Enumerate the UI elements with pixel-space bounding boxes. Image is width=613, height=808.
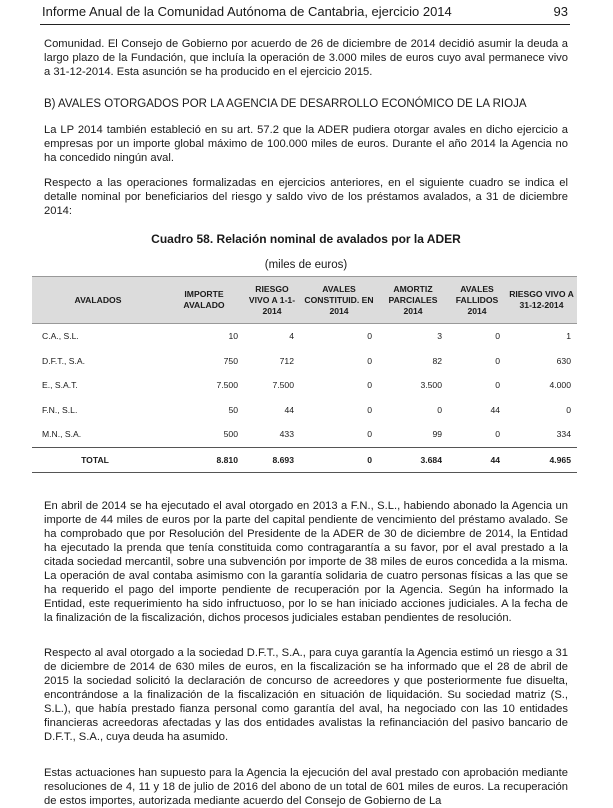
- table-cell: 44: [448, 447, 506, 472]
- table-row: [32, 398, 577, 423]
- table-cell: 433: [279, 429, 294, 440]
- table-cell: 10: [228, 331, 238, 342]
- table-cell: 8.693: [244, 447, 300, 472]
- table-cell: 3.684: [378, 447, 448, 472]
- table-unit: (miles de euros): [264, 259, 348, 271]
- paragraph-fundacion: Comunidad. El Consejo de Gobierno por acuerdo de 26 de diciembre de 2014 decidió asumir la deuda a largo plazo de la Fundación, que incluía la operación de 3.000 miles de euros cuyo aval permanece vivo a 31-12-2014. Esta asunción se ha producido en el ejercicio 2015.: [44, 38, 568, 78]
- table-cell: 0: [495, 380, 500, 391]
- paragraph-dft-sa: Respecto al aval otorgado a la sociedad D.F.T., S.A., para cuya garantía la Agencia estimó un riesgo a 31 de diciembre de 2014 de 630 miles de euros, en la fiscalización se ha informado que el 28 de abril de 2015 la sociedad solicitó la declaración de concurso de acreedores y que posteriormente fue disuelta, encontrándose a la finalización de la fiscalización en situación de liquidación. Su sociedad matriz (S., S.L.), que había prestado fianza personal como garantía del aval, ha negociado con las 10 entidades financieras acreedoras afectadas y las dos entidades avalistas la refinanciación del pasivo bancario de D.F.T., S.A., cuya deuda ha asumido.: [44, 647, 568, 743]
- table-cell: 7.500: [272, 380, 294, 391]
- table-cell: 0: [300, 447, 378, 472]
- paragraph-lp-2014: La LP 2014 también estableció en su art. 57.2 que la ADER pudiera otorgar avales en dicho ejercicio a empresas por un importe global máximo de 100.000 miles de euros. Durante el año 2014 la Agencia no ha concedido ningún aval.: [44, 124, 568, 164]
- table-cell: 3.500: [420, 380, 442, 391]
- table-total-row: [32, 447, 577, 472]
- table-cell: 712: [279, 355, 294, 366]
- table-title: Cuadro 58. Relación nominal de avalados por la ADER: [151, 232, 461, 246]
- column-header: AVALES FALLIDOS 2014: [448, 277, 506, 324]
- table-cell: 3: [437, 331, 442, 342]
- table-cell: 4.965: [506, 447, 577, 472]
- table-cell: 0: [495, 429, 500, 440]
- table-cell: 0: [437, 404, 442, 415]
- report-title: Informe Anual de la Comunidad Autónoma de Cantabria, ejercicio 2014: [42, 4, 452, 19]
- table-cell: 0: [367, 355, 372, 366]
- table-cell: 8.810: [164, 447, 244, 472]
- table-row: [32, 373, 577, 398]
- avalados-table: [32, 276, 577, 473]
- column-header: AVALADOS: [32, 277, 164, 324]
- column-header: RIESGO VIVO A 1-1-2014: [244, 277, 300, 324]
- table-cell: 0: [566, 404, 571, 415]
- table-row: [32, 349, 577, 374]
- table-cell: 750: [223, 355, 238, 366]
- table-cell: 0: [367, 404, 372, 415]
- table-cell: 630: [556, 355, 571, 366]
- table-cell: 0: [367, 429, 372, 440]
- page-number: 93: [553, 4, 568, 19]
- column-header: RIESGO VIVO A 31-12-2014: [506, 277, 577, 324]
- table-row: [32, 324, 577, 349]
- column-header: AMORTIZ PARCIALES 2014: [378, 277, 448, 324]
- table-cell: 44: [490, 404, 500, 415]
- section-heading-b: B) AVALES OTORGADOS POR LA AGENCIA DE DESARROLLO ECONÓMICO DE LA RIOJA: [44, 98, 527, 110]
- table-cell: 1: [566, 331, 571, 342]
- table-cell: 50: [228, 404, 238, 415]
- paragraph-fn-sl: En abril de 2014 se ha ejecutado el aval otorgado en 2013 a F.N., S.L., habiendo abonado la Agencia un importe de 44 miles de euros por la parte del capital pendiente de vencimiento del préstamo avalado. Se ha comprobado que por Resolución del Presidente de la ADER de 30 de diciembre de 2014, la Entidad ha ejecutado la prenda que tenía constituida como contragarantía a su favor, por el aval prestado a la citada sociedad mercantil, sobre una subvención por importe de 38 miles de euros concedida a la misma. La operación de aval contaba asimismo con la garantía solidaria de cuatro personas físicas a las que se ha requerido el pago del importe pendiente de recuperación por la Agencia. Según ha informado la Entidad, este requerimiento ha sido infructuoso, por lo se han iniciado acciones judiciales. A la fecha de la finalización de la fiscalización, dichos procesos judiciales estaban pendientes de resolución.: [44, 500, 568, 624]
- table-cell: 4: [289, 331, 294, 342]
- table-cell: 82: [432, 355, 442, 366]
- paragraph-operaciones: Respecto a las operaciones formalizadas en ejercicios anteriores, en el siguiente cuadro se indica el detalle nominal por beneficiarios del riesgo y saldo vivo de los préstamos avalados, a 31 de diciembre 2014:: [44, 177, 568, 217]
- table-cell: 0: [367, 380, 372, 391]
- table-cell: F.N., S.L.: [42, 404, 78, 415]
- table-cell: 500: [223, 429, 238, 440]
- table-cell: 0: [495, 331, 500, 342]
- table-cell: 44: [284, 404, 294, 415]
- table-cell: 334: [556, 429, 571, 440]
- table-cell: TOTAL: [32, 447, 164, 472]
- table-cell: 4.000: [549, 380, 571, 391]
- table-cell: 0: [495, 355, 500, 366]
- table-cell: 7.500: [216, 380, 238, 391]
- table-cell: D.F.T., S.A.: [42, 355, 85, 366]
- paragraph-ejecucion-aval: Estas actuaciones han supuesto para la Agencia la ejecución del aval prestado con aprobación mediante resoluciones de 4, 11 y 18 de julio de 2016 del abono de un total de 601 miles de euros. La recuperación de estos importes, autorizada mediante acuerdo del Consejo de Gobierno de La: [44, 767, 568, 807]
- table-row: [32, 422, 577, 447]
- column-header: AVALES CONSTITUID. EN 2014: [300, 277, 378, 324]
- table-header-row: [32, 277, 577, 324]
- table-cell: C.A., S.L.: [42, 331, 79, 342]
- column-header: IMPORTE AVALADO: [164, 277, 244, 324]
- table-cell: M.N., S.A.: [42, 429, 82, 440]
- table-cell: E., S.A.T.: [42, 380, 78, 391]
- table-cell: 0: [367, 331, 372, 342]
- table-cell: 99: [432, 429, 442, 440]
- page-header: [40, 2, 570, 25]
